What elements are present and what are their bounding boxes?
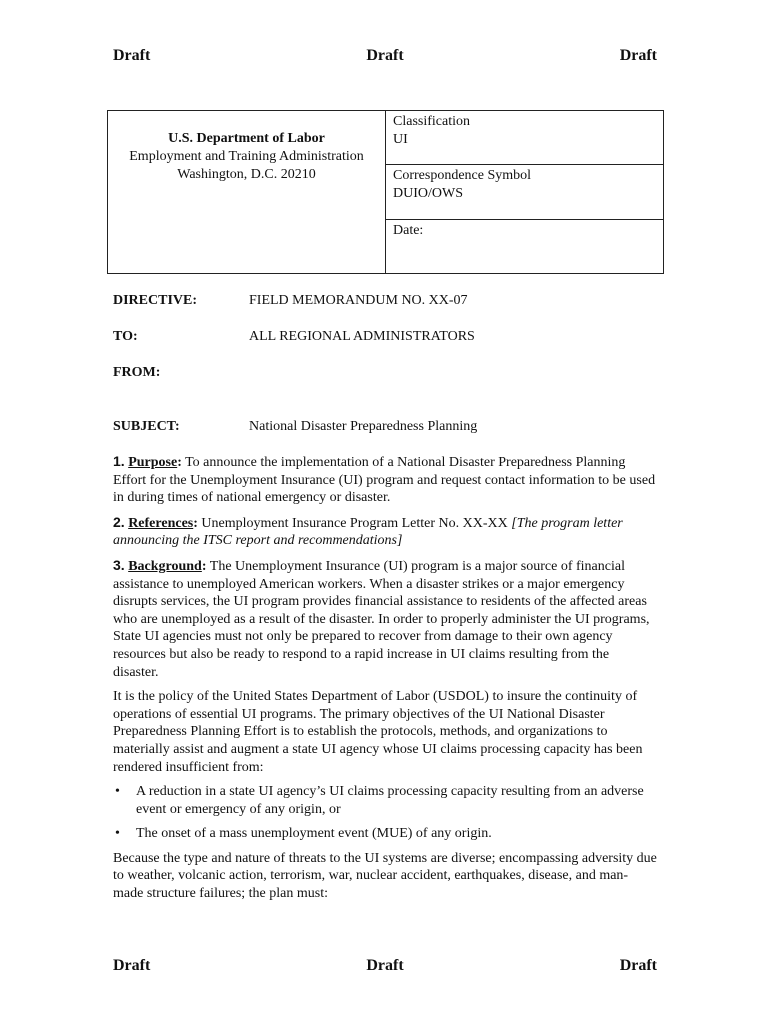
- draft-mark-center: Draft: [366, 957, 404, 974]
- memo-header-box: [107, 110, 664, 274]
- purpose-colon: :: [177, 455, 182, 470]
- classification-cell: [386, 111, 663, 165]
- classification-value: UI: [393, 132, 408, 147]
- draft-mark-right: Draft: [619, 957, 657, 974]
- background-paragraph: [113, 557, 658, 681]
- background-number: 3.: [113, 556, 125, 573]
- directive-label: DIRECTIVE:: [113, 293, 198, 308]
- purpose-paragraph: [113, 453, 658, 507]
- date-label: Date:: [393, 222, 424, 238]
- references-paragraph: [113, 514, 658, 550]
- references-heading: References: [128, 515, 194, 531]
- administration-name: Employment and Training Administration: [129, 149, 364, 164]
- list-item-text: A reduction in a state UI agency’s UI claims processing capacity resulting from an adverse event or emergency of any origin, or: [136, 784, 644, 817]
- correspondence-cell: [386, 165, 663, 219]
- closing-paragraph: Because the type and nature of threats to the UI systems are diverse; encompassing adversity due to weather, volcanic action, terrorism, war, nuclear accident, earthquakes, disease, and man-made structure failures; the plan must:: [113, 850, 657, 902]
- classification-label: Classification: [393, 114, 470, 129]
- directive-value: FIELD MEMORANDUM NO. XX-07: [249, 293, 468, 308]
- references-text: Unemployment Insurance Program Letter No. XX-XX: [201, 515, 508, 531]
- draft-mark-center: Draft: [366, 47, 404, 64]
- background-text: The Unemployment Insurance (UI) program is a major source of financial assistance to unemployed American workers. When a disaster strikes or a major emergency disrupts services, the UI program provides financial assistance to residents of the affected areas who are unemployed as a result of the disaster. In order to properly administer the UI programs, State UI agencies must not only be prepared to recover from damage to their own agency resources but also be ready to respond to a rapid increase in UI claims resulting from the disaster.: [113, 558, 650, 680]
- draft-mark-right: Draft: [619, 47, 657, 64]
- references-italic-note: [The program letter announcing the ITSC report and recommendations]: [113, 515, 623, 549]
- background-colon: :: [201, 558, 207, 574]
- references-colon: :: [193, 515, 198, 531]
- date-cell: [386, 220, 663, 273]
- bullet-icon: •: [115, 826, 120, 842]
- list-item: [113, 825, 658, 843]
- purpose-heading: Purpose: [128, 455, 178, 470]
- objectives-list: [113, 783, 658, 843]
- background-heading: Background: [128, 558, 202, 574]
- draft-mark-left: Draft: [113, 47, 151, 64]
- department-name: U.S. Department of Labor: [168, 131, 325, 146]
- subject-value: National Disaster Preparedness Planning: [249, 419, 478, 434]
- from-label: FROM:: [113, 365, 161, 380]
- info-cells: [386, 111, 663, 273]
- correspondence-label: Correspondence Symbol: [393, 168, 532, 184]
- purpose-number: 1.: [113, 453, 125, 469]
- agency-location: Washington, D.C. 20210: [177, 167, 316, 182]
- purpose-text: To announce the implementation of a National Disaster Preparedness Planning Effort for the Unemployment Insurance (UI) program and request contact information to be used in during times of national emergency or disaster.: [113, 455, 656, 506]
- list-item-text: The onset of a mass unemployment event (MUE) of any origin.: [136, 826, 492, 842]
- agency-block: [108, 111, 386, 273]
- draft-footer-row: [113, 957, 657, 975]
- bullet-icon: •: [115, 784, 120, 800]
- draft-header-row: [113, 47, 657, 65]
- references-number: 2.: [113, 513, 125, 530]
- to-label: TO:: [113, 329, 138, 344]
- subject-label: SUBJECT:: [113, 419, 180, 434]
- memo-body: [113, 453, 658, 910]
- correspondence-value: DUIO/OWS: [393, 186, 463, 202]
- policy-paragraph: It is the policy of the United States Department of Labor (USDOL) to insure the continuity of operations of essential UI programs. The primary objectives of the UI National Disaster Preparedness Planning Effort is to establish the protocols, methods, and organizations to materially assist and augment a state UI agency whose UI claims processing capacity has been rendered insufficient from:: [113, 689, 643, 775]
- list-item: [113, 783, 658, 818]
- to-value: ALL REGIONAL ADMINISTRATORS: [249, 329, 475, 344]
- draft-mark-left: Draft: [113, 957, 151, 974]
